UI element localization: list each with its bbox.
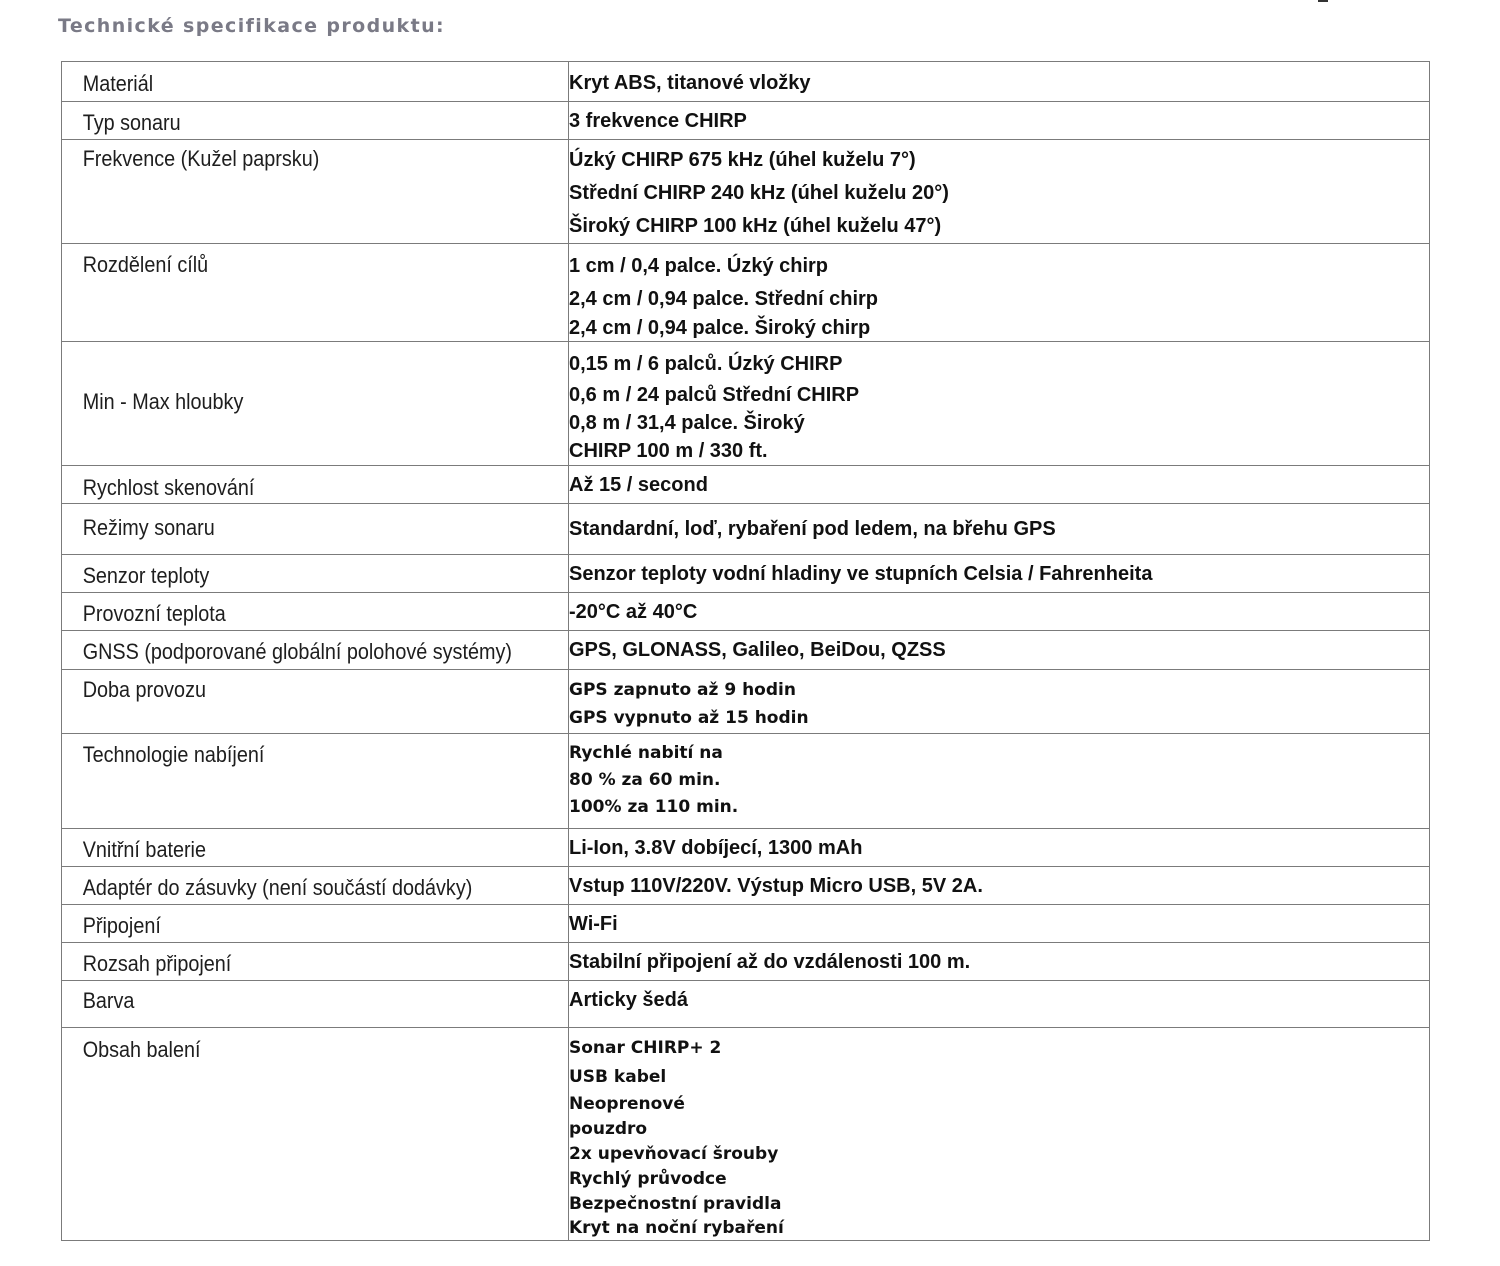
spec-value: USB kabel [569,1067,667,1087]
spec-value: Li-Ion, 3.8V dobíjecí, 1300 mAh [569,837,863,859]
table-row [62,829,1430,867]
spec-value: -20°C až 40°C [569,601,698,623]
spec-label: GNSS (podporované globální polohové systémy) [82,639,512,664]
spec-label: Frekvence (Kužel paprsku) [82,146,320,171]
label-cell [62,734,569,829]
spec-value: Stabilní připojení až do vzdálenosti 100 m. [569,951,971,973]
table-row [62,593,1430,631]
spec-value: 100% za 110 min. [569,797,739,817]
spec-label: Typ sonaru [82,110,181,135]
spec-label: Připojení [82,913,161,938]
spec-value: Wi-Fi [569,913,618,935]
label-cell [62,593,569,631]
value-cell [569,981,1430,1028]
spec-label: Min - Max hloubky [82,389,244,414]
page-title: Technické specifikace produktu: [58,15,446,37]
spec-value: 0,6 m / 24 palců Střední CHIRP [569,384,860,406]
value-cell [569,734,1430,829]
spec-value: Široký CHIRP 100 kHz (úhel kuželu 47°) [569,215,942,237]
spec-value: GPS, GLONASS, Galileo, BeiDou, QZSS [569,639,946,661]
label-cell [62,62,569,102]
spec-value: Střední CHIRP 240 kHz (úhel kuželu 20°) [569,182,949,204]
spec-label: Vnitřní baterie [82,837,206,862]
spec-value: Rychlý průvodce [569,1169,727,1189]
table-row [62,140,1430,244]
spec-value: GPS zapnuto až 9 hodin [569,680,796,700]
table-row [62,943,1430,981]
spec-value: 2x upevňovací šrouby [569,1144,779,1164]
label-cell [62,867,569,905]
corner-mark [1318,0,1328,2]
value-cell [569,342,1430,466]
spec-value: Až 15 / second [569,474,708,496]
spec-value: GPS vypnuto až 15 hodin [569,708,809,728]
spec-value: Sonar CHIRP+ 2 [569,1038,722,1058]
label-cell [62,981,569,1028]
spec-value: 2,4 cm / 0,94 palce. Střední chirp [569,288,879,310]
spec-value: 3 frekvence CHIRP [569,110,747,132]
spec-value: Úzký CHIRP 675 kHz (úhel kuželu 7°) [569,149,916,171]
table-row [62,555,1430,593]
table-row [62,867,1430,905]
table-row [62,62,1430,102]
spec-value: 0,15 m / 6 palců. Úzký CHIRP [569,353,843,375]
spec-label: Senzor teploty [82,563,210,588]
label-cell [62,140,569,244]
value-cell [569,867,1430,905]
label-cell [62,466,569,504]
value-cell [569,829,1430,867]
spec-value: Kryt ABS, titanové vložky [569,72,811,94]
label-cell [62,631,569,670]
value-cell [569,102,1430,140]
spec-value: Standardní, loď, rybaření pod ledem, na břehu GPS [569,518,1056,540]
spec-value: Rychlé nabití na [569,743,723,763]
spec-value: Kryt na noční rybaření [569,1218,784,1238]
value-cell [569,670,1430,734]
value-cell [569,140,1430,244]
value-cell [569,905,1430,943]
label-cell [62,1028,569,1241]
spec-value: 2,4 cm / 0,94 palce. Široký chirp [569,317,871,339]
spec-label: Doba provozu [82,677,206,702]
spec-label: Rozsah připojení [82,951,232,976]
spec-value: Vstup 110V/220V. Výstup Micro USB, 5V 2A. [569,875,983,897]
spec-label: Obsah balení [82,1037,201,1062]
spec-label: Rychlost skenování [82,475,255,500]
label-cell [62,943,569,981]
table-row [62,102,1430,140]
table-row [62,466,1430,504]
spec-value: CHIRP 100 m / 330 ft. [569,440,768,462]
spec-value: 1 cm / 0,4 palce. Úzký chirp [569,255,829,277]
label-cell [62,504,569,555]
label-cell [62,244,569,342]
table-row [62,670,1430,734]
value-cell [569,244,1430,342]
label-cell [62,905,569,943]
spec-value: Senzor teploty vodní hladiny ve stupních Celsia / Fahrenheita [569,563,1153,585]
table-row [62,905,1430,943]
value-cell [569,593,1430,631]
spec-label: Adaptér do zásuvky (není součástí dodávky) [82,875,473,900]
value-cell [569,555,1430,593]
label-cell [62,555,569,593]
table-row [62,631,1430,670]
value-cell [569,631,1430,670]
spec-label: Režimy sonaru [82,515,215,540]
spec-value: 80 % za 60 min. [569,770,721,790]
spec-label: Barva [82,988,135,1013]
table-row [62,981,1430,1028]
spec-label: Rozdělení cílů [82,252,209,277]
spec-value: Neoprenové [569,1094,685,1114]
spec-value: 0,8 m / 31,4 palce. Široký [569,412,805,434]
spec-value: Bezpečnostní pravidla [569,1194,782,1214]
value-cell [569,504,1430,555]
label-cell [62,829,569,867]
value-cell [569,62,1430,102]
spec-table [61,61,1430,1241]
spec-value: Articky šedá [569,989,688,1011]
table-row [62,1028,1430,1241]
table-row [62,342,1430,466]
spec-value: pouzdro [569,1119,648,1139]
value-cell [569,1028,1430,1241]
spec-label: Provozní teplota [82,601,226,626]
value-cell [569,943,1430,981]
table-row [62,734,1430,829]
table-row [62,244,1430,342]
label-cell [62,670,569,734]
table-row [62,504,1430,555]
value-cell [569,466,1430,504]
label-cell [62,342,569,466]
spec-label: Technologie nabíjení [82,742,265,767]
spec-label: Materiál [82,71,154,96]
label-cell [62,102,569,140]
